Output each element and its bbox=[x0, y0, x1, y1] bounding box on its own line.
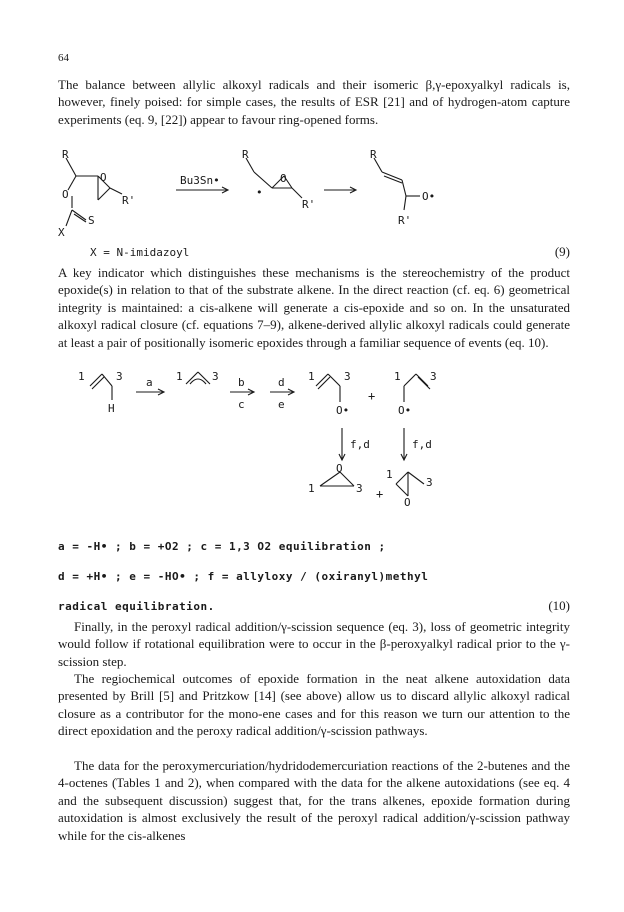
eq10-plus-1: + bbox=[368, 389, 376, 403]
eq10-label-1-p2: 1 bbox=[394, 370, 401, 383]
paragraph-4 bbox=[58, 670, 570, 740]
eq9-Rprime-3: R' bbox=[398, 214, 412, 227]
paragraph-2 bbox=[58, 264, 570, 351]
eq10-H: H bbox=[108, 402, 115, 415]
eq10-label-3-ep2: 3 bbox=[426, 476, 433, 489]
eq9-O-ring: O bbox=[100, 171, 107, 184]
eq10-Orad-p2: O• bbox=[398, 404, 412, 417]
eq9-footnote: X = N-imidazoyl bbox=[90, 246, 190, 259]
eq9-reagent: Bu3Sn• bbox=[180, 174, 220, 187]
eq10-number: (10) bbox=[548, 598, 570, 613]
eq9-O-ester: O bbox=[62, 188, 69, 201]
eq10-O-ep1: O bbox=[336, 462, 343, 475]
paragraph-3-text: Finally, in the peroxyl radical addition/γ-scission sequence (eq. 3), loss of geometric integrity would follow if rotational equilibration were to occur in the β-peroxyalkyl radical prior to the γ-scission step. bbox=[58, 619, 570, 669]
eq9-O-radical: O• bbox=[422, 190, 436, 203]
eq10-label-1-p1: 1 bbox=[308, 370, 315, 383]
eq10-fd-1: f,d bbox=[350, 438, 370, 451]
page-number: 64 bbox=[58, 52, 69, 64]
eq9-radical-dot: • bbox=[256, 186, 263, 199]
eq10-O-ep2: O bbox=[404, 496, 411, 508]
paragraph-2-text: A key indicator which distinguishes these mechanisms is the stereochemistry of the product epoxide(s) in relation to that of the substrate alkene. In the direct reaction (cf. eq. 6) geometrical integrity is maintained: a cis-alkene will generate a cis-epoxide and so on. In the unsaturated alkoxyl radical closure (cf. equations 7–9), alkene-derived allylic alkoxyl radicals could generate at least a pair of positionally isomeric epoxides through a familiar sequence of events (eq. 10). bbox=[58, 265, 570, 350]
eq10-label-3-rad: 3 bbox=[212, 370, 219, 383]
eq9-S: S bbox=[88, 214, 95, 227]
equation-9-scheme bbox=[58, 148, 570, 258]
eq10-step-e: e bbox=[278, 398, 285, 411]
eq9-R-3: R bbox=[370, 148, 377, 161]
eq10-step-a: a bbox=[146, 376, 153, 389]
eq10-label-3-p2: 3 bbox=[430, 370, 437, 383]
eq9-Rprime-1: R' bbox=[122, 194, 136, 207]
eq10-label-1-rad: 1 bbox=[176, 370, 183, 383]
paragraph-4-text: The regiochemical outcomes of epoxide formation in the neat alkene autoxidation data presented by Brill [5] and Pritzkow [14] (see above) allow us to discard allylic alkoxyl radical closure as a contributor for the mono-ene cases and for this reason we turn our attention to the direct epoxidation and the peroxy radical addition/γ-scission pathways. bbox=[58, 671, 570, 739]
eq10-step-b: b bbox=[238, 376, 245, 389]
eq10-label-3-ep1: 3 bbox=[356, 482, 363, 495]
eq9-R-2: R bbox=[242, 148, 249, 161]
eq10-label-1-sub: 1 bbox=[78, 370, 85, 383]
eq10-label-1-ep1: 1 bbox=[308, 482, 315, 495]
eq10-label-1-ep2: 1 bbox=[386, 468, 393, 481]
eq9-number: (9) bbox=[554, 244, 570, 259]
eq10-label-3-p1: 3 bbox=[344, 370, 351, 383]
paragraph-5 bbox=[58, 757, 570, 844]
eq10-legend-line-2: d = +H• ; e = -HO• ; f = allyloxy / (oxiranyl)methyl bbox=[58, 570, 429, 583]
eq9-O-mid: O bbox=[280, 172, 287, 185]
paragraph-1 bbox=[58, 76, 570, 128]
eq10-legend-line-3: radical equilibration. bbox=[58, 600, 215, 613]
eq9-Rprime-2: R' bbox=[302, 198, 316, 211]
eq10-fd-2: f,d bbox=[412, 438, 432, 451]
eq10-step-d: d bbox=[278, 376, 285, 389]
eq9-R-1: R bbox=[62, 148, 69, 161]
eq10-legend-line-1: a = -H• ; b = +O2 ; c = 1,3 O2 equilibration ; bbox=[58, 540, 386, 553]
eq10-Orad-p1: O• bbox=[336, 404, 350, 417]
paragraph-1-text: The balance between allylic alkoxyl radicals and their isomeric β,γ-epoxyalkyl radicals is, however, finely poised: for simple cases, the results of ESR [21] and of hydrogen-atom capture experiments (eq. 9, [22]) appear to favour ring-opened forms. bbox=[58, 77, 570, 127]
paragraph-3 bbox=[58, 618, 570, 670]
eq10-label-3-sub: 3 bbox=[116, 370, 123, 383]
paragraph-5-text: The data for the peroxymercuriation/hydridodemercuriation reactions of the 2-butenes and the 4-octenes (Tables 1 and 2), when compared with the data for the alkene autoxidations (see eq. 4 and the subsequent discussion) suggest that, for the trans alkenes, epoxide formation during autoxidation is almost exclusively the result of the peroxyl radical addition/γ-scission pathway while for the cis-alkenes bbox=[58, 758, 570, 843]
eq10-step-c: c bbox=[238, 398, 245, 411]
eq10-plus-2: + bbox=[376, 487, 384, 501]
equation-10-scheme bbox=[58, 368, 570, 508]
eq9-X: X bbox=[58, 226, 65, 239]
